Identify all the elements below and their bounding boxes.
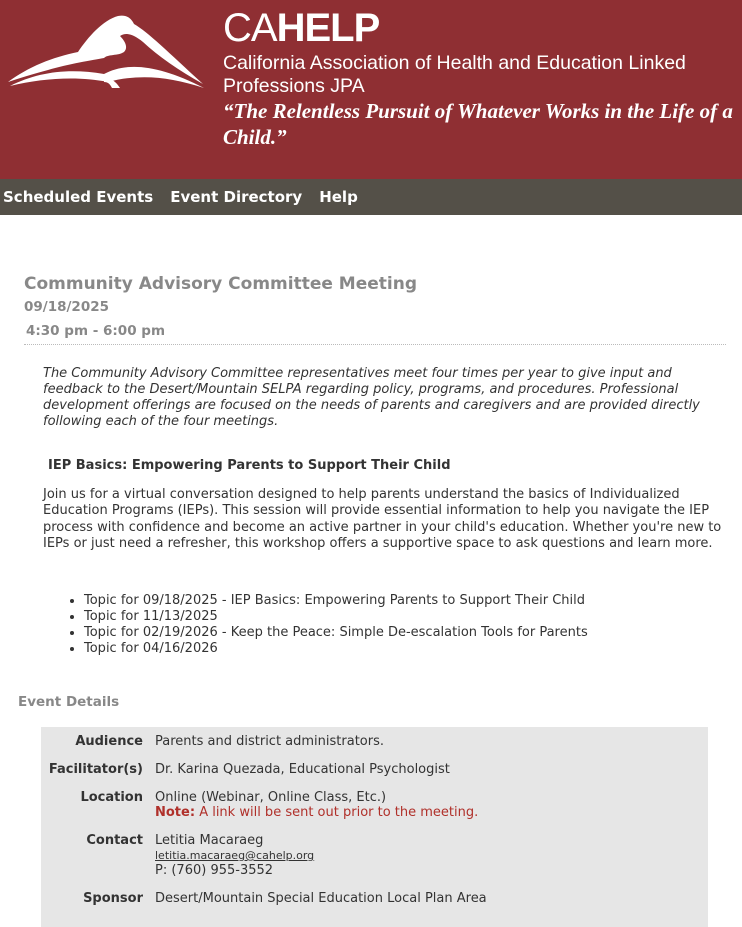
contact-email-link[interactable]: letitia.macaraeg@cahelp.org bbox=[155, 849, 315, 862]
facilitator-value: Dr. Karina Quezada, Educational Psychologist bbox=[155, 762, 450, 777]
tagline: “The Relentless Pursuit of Whatever Works in the Life of a Child.” bbox=[223, 99, 733, 149]
nav-help[interactable]: Help bbox=[319, 188, 358, 206]
topic-list bbox=[44, 593, 588, 657]
facilitator-label: Facilitator(s) bbox=[48, 762, 143, 777]
location-value-block bbox=[155, 790, 695, 820]
audience-label: Audience bbox=[75, 734, 143, 749]
contact-value-block bbox=[155, 833, 695, 878]
location-note-key: Note: bbox=[155, 805, 196, 820]
site-header bbox=[0, 0, 742, 179]
contact-name: Letitia Macaraeg bbox=[155, 833, 264, 848]
event-details-table bbox=[41, 727, 708, 927]
event-date: 09/18/2025 bbox=[24, 299, 110, 315]
session-title: IEP Basics: Empowering Parents to Support Their Child bbox=[48, 458, 451, 473]
location-label: Location bbox=[80, 790, 143, 805]
event-time: 4:30 pm - 6:00 pm bbox=[26, 323, 166, 339]
list-item: • Topic for 02/19/2026 - Keep the Peace: Simple De-escalation Tools for Parents bbox=[84, 625, 588, 641]
contact-phone: P: (760) 955-3552 bbox=[155, 863, 274, 878]
event-description: The Community Advisory Committee representatives meet four times per year to give input and feedback to the Desert/Mountain SELPA regarding policy, programs, and procedures. Professional development offerings are focused on the needs of parents and caregivers and are provided directly following each of the four meetings. bbox=[43, 366, 700, 429]
brand-wordmark bbox=[223, 6, 379, 50]
nav-scheduled-events[interactable]: Scheduled Events bbox=[3, 188, 154, 206]
contact-label: Contact bbox=[86, 833, 143, 848]
brand-help: HELP bbox=[276, 6, 380, 50]
audience-value: Parents and district administrators. bbox=[155, 734, 385, 749]
main-nav bbox=[0, 179, 742, 215]
location-value: Online (Webinar, Online Class, Etc.) bbox=[155, 790, 387, 805]
location-note-text: A link will be sent out prior to the meeting. bbox=[199, 805, 479, 820]
list-item: • Topic for 11/13/2025 bbox=[84, 609, 588, 625]
list-item: • Topic for 04/16/2026 bbox=[84, 641, 588, 657]
open-book-mountain-logo-icon[interactable] bbox=[8, 12, 208, 92]
session-description: Join us for a virtual conversation designed to help parents understand the basics of Individualized Education Programs (IEPs). This session will provide essential information to help you navigate the IEP process with confidence and become an active partner in your child's education. Whether you're new to IEPs or just need a refresher, this workshop offers a supportive space to ask questions and learn more. bbox=[43, 487, 722, 551]
sponsor-label: Sponsor bbox=[83, 891, 143, 906]
list-item: • Topic for 09/18/2025 - IEP Basics: Empowering Parents to Support Their Child bbox=[84, 593, 588, 609]
brand-ca: CA bbox=[223, 6, 277, 50]
nav-event-directory[interactable]: Event Directory bbox=[170, 188, 303, 206]
event-details-heading: Event Details bbox=[18, 694, 120, 710]
organization-name: California Association of Health and Education Linked Professions JPA bbox=[223, 52, 686, 97]
title-divider bbox=[24, 344, 726, 345]
sponsor-value: Desert/Mountain Special Education Local Plan Area bbox=[155, 891, 487, 906]
event-title: Community Advisory Committee Meeting bbox=[24, 274, 418, 294]
